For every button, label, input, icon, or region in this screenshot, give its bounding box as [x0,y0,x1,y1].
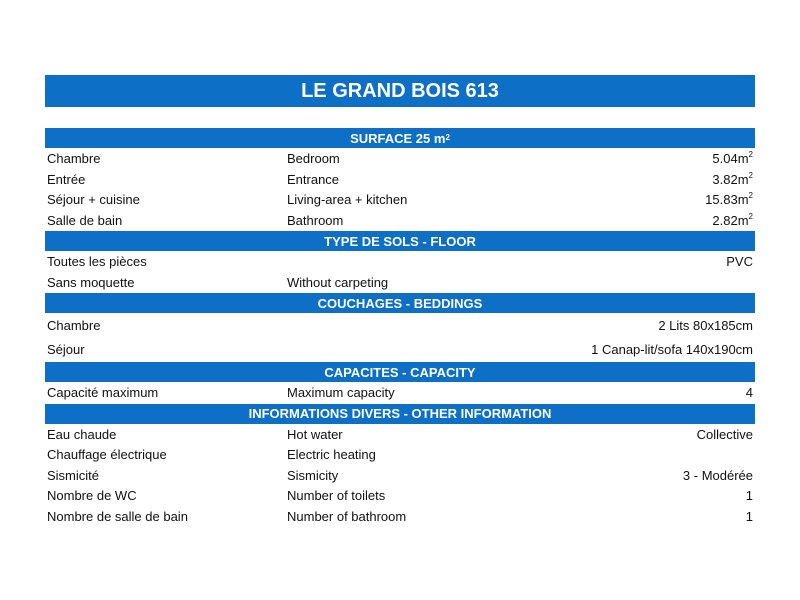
value: $2.82m^2$ [712,211,753,228]
table-row [45,425,755,446]
table-row [45,170,755,191]
table-row [45,466,755,487]
label-fr: Sismicité [47,467,100,483]
table-row [45,211,755,232]
label-en: Number of toilets [287,488,386,503]
section-header-other-information: INFORMATIONS DIVERS - OTHER INFORMATION [45,404,755,425]
label-fr: Nombre de salle de bain [47,508,188,524]
table-row [45,273,755,294]
label-fr: Séjour + cuisine [47,192,140,207]
label-fr: Toutes les pièces [47,254,147,269]
table-row [45,507,755,528]
table-row [45,338,755,362]
value: 1 Canap-lit/sofa 140x190cm [591,342,753,357]
label-fr: Eau chaude [47,426,117,442]
label-en: Bedroom [287,151,340,166]
table-row [45,314,755,338]
label-fr: Entrée [47,171,86,187]
section-header-capacity: CAPACITES - CAPACITY [45,362,755,383]
value: PVC [726,254,753,269]
value: 3 - Modérée [682,467,753,483]
section-header-floor: TYPE DE SOLS - FLOOR [45,231,755,252]
value: 4 [745,385,753,400]
value: Collective [696,426,753,442]
info-sheet [45,128,755,527]
label-en: Sismicity [287,467,339,483]
table-row [45,252,755,273]
value: 1 [745,508,753,524]
label-en: Living-area + kitchen [287,192,408,207]
label-fr: Capacité maximum [47,385,159,400]
table-row [45,149,755,170]
table-row [45,383,755,404]
label-fr: Chauffage électrique [47,447,167,462]
page-title: LE GRAND BOIS 613 [45,75,755,107]
table-row [45,486,755,507]
label-fr: Chambre [47,318,101,333]
value: $5.04m^2$ [712,150,753,166]
label-fr: Sans moquette [47,274,135,290]
label-fr: Séjour [47,342,85,357]
label-fr: Salle de bain [47,212,123,228]
section-header-beddings: COUCHAGES - BEDDINGS [45,293,755,314]
value: $15.83m^2$ [705,191,753,207]
table-row [45,445,755,466]
label-en: Bathroom [287,212,344,228]
label-en: Number of bathroom [287,508,407,524]
label-en: Entrance [287,171,340,187]
label-en: Electric heating [287,447,376,462]
value: 1 [745,488,753,503]
value: 2 Lits 80x185cm [658,318,753,333]
label-fr: Nombre de WC [47,488,137,503]
section-header-surface: SURFACE 25 m 2 [45,128,755,149]
label-en: Maximum capacity [287,385,395,400]
label-fr: Chambre [47,151,101,166]
label-en: Without carpeting [287,274,389,290]
value: $3.82m^2$ [712,170,753,187]
label-en: Hot water [287,426,343,442]
table-row [45,190,755,211]
